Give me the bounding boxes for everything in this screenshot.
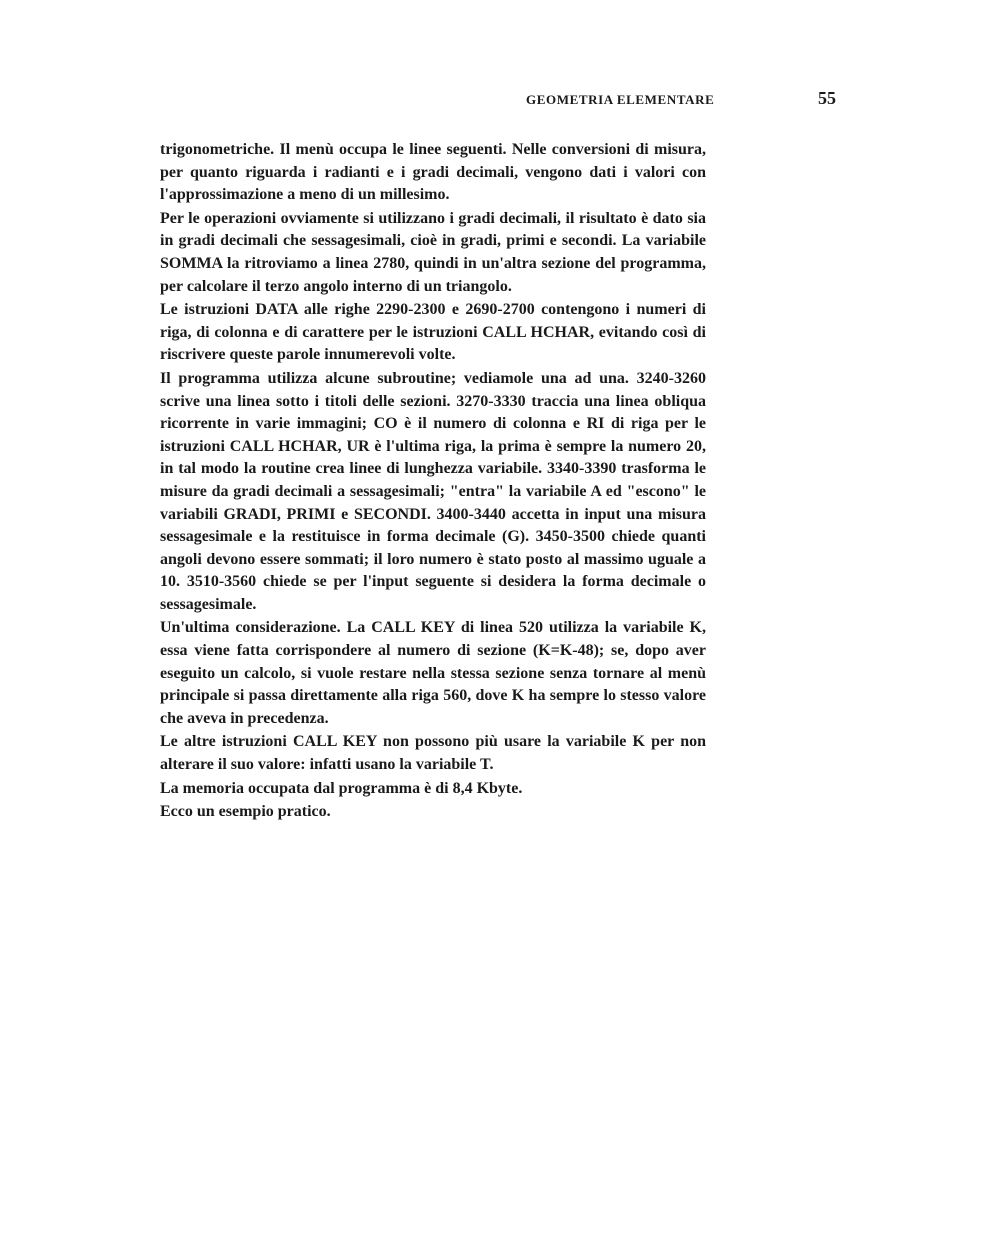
running-head-title: GEOMETRIA ELEMENTARE [526, 92, 715, 107]
paragraph: Un'ultima considerazione. La CALL KEY di linea 520 utilizza la variabile K, essa viene fatta corrispondere al numero di sezione (K=K-48); se, dopo aver eseguito un calcolo, si vuole restare nella stessa sezione senza tornare al menù principale si passa direttamente alla riga 560, dove K ha sempre lo stesso valore che aveva in precedenza. [160, 619, 706, 727]
body-text [160, 139, 706, 825]
paragraph: Ecco un esempio pratico. [160, 803, 331, 821]
paragraph: Il programma utilizza alcune subroutine; vediamole una ad una. 3240-3260 scrive una linea sotto i titoli delle sezioni. 3270-3330 traccia una linea obliqua ricorrente in varie immagini; CO è il numero di colonna e RI di riga per le istruzioni CALL HCHAR, UR è l'ultima riga, la prima è sempre la numero 20, in tal modo la routine crea linee di lunghezza variabile. 3340-3390 trasforma le misure da gradi decimali a sessagesimali; "entra" la variabile A ed "escono" le variabili GRADI, PRIMI e SECONDI. 3400-3440 accetta in input una misura sessagesimale e la restituisce in forma decimale (G). 3450-3500 chiede quanti angoli devono essere sommati; il loro numero è stato posto al massimo uguale a 10. 3510-3560 chiede se per l'input seguente si desidera la forma decimale o sessagesimale. [160, 369, 706, 613]
paragraph: trigonometriche. Il menù occupa le linee seguenti. Nelle conversioni di misura, per quanto riguarda i radianti e i gradi decimali, vengono dati i valori con l'approssimazione a meno di un millesimo. [160, 141, 706, 204]
paragraph: Per le operazioni ovviamente si utilizzano i gradi decimali, il risultato è dato sia in gradi decimali che sessagesimali, cioè in gradi, primi e secondi. La variabile SOMMA la ritroviamo a linea 2780, quindi in un'altra sezione del programma, per calcolare il terzo angolo interno di un triangolo. [160, 209, 706, 295]
paragraph: La memoria occupata dal programma è di 8,4 Kbyte. [160, 779, 523, 797]
paragraph: Le istruzioni DATA alle righe 2290-2300 e 2690-2700 contengono i numeri di riga, di colonna e di carattere per le istruzioni CALL HCHAR, evitando così di riscrivere queste parole innumerevoli volte. [160, 301, 706, 364]
page-number: 55 [818, 88, 836, 108]
paragraph: Le altre istruzioni CALL KEY non possono più usare la variabile K per non alterare il suo valore: infatti usano la variabile T. [160, 733, 706, 774]
running-header [160, 90, 840, 110]
